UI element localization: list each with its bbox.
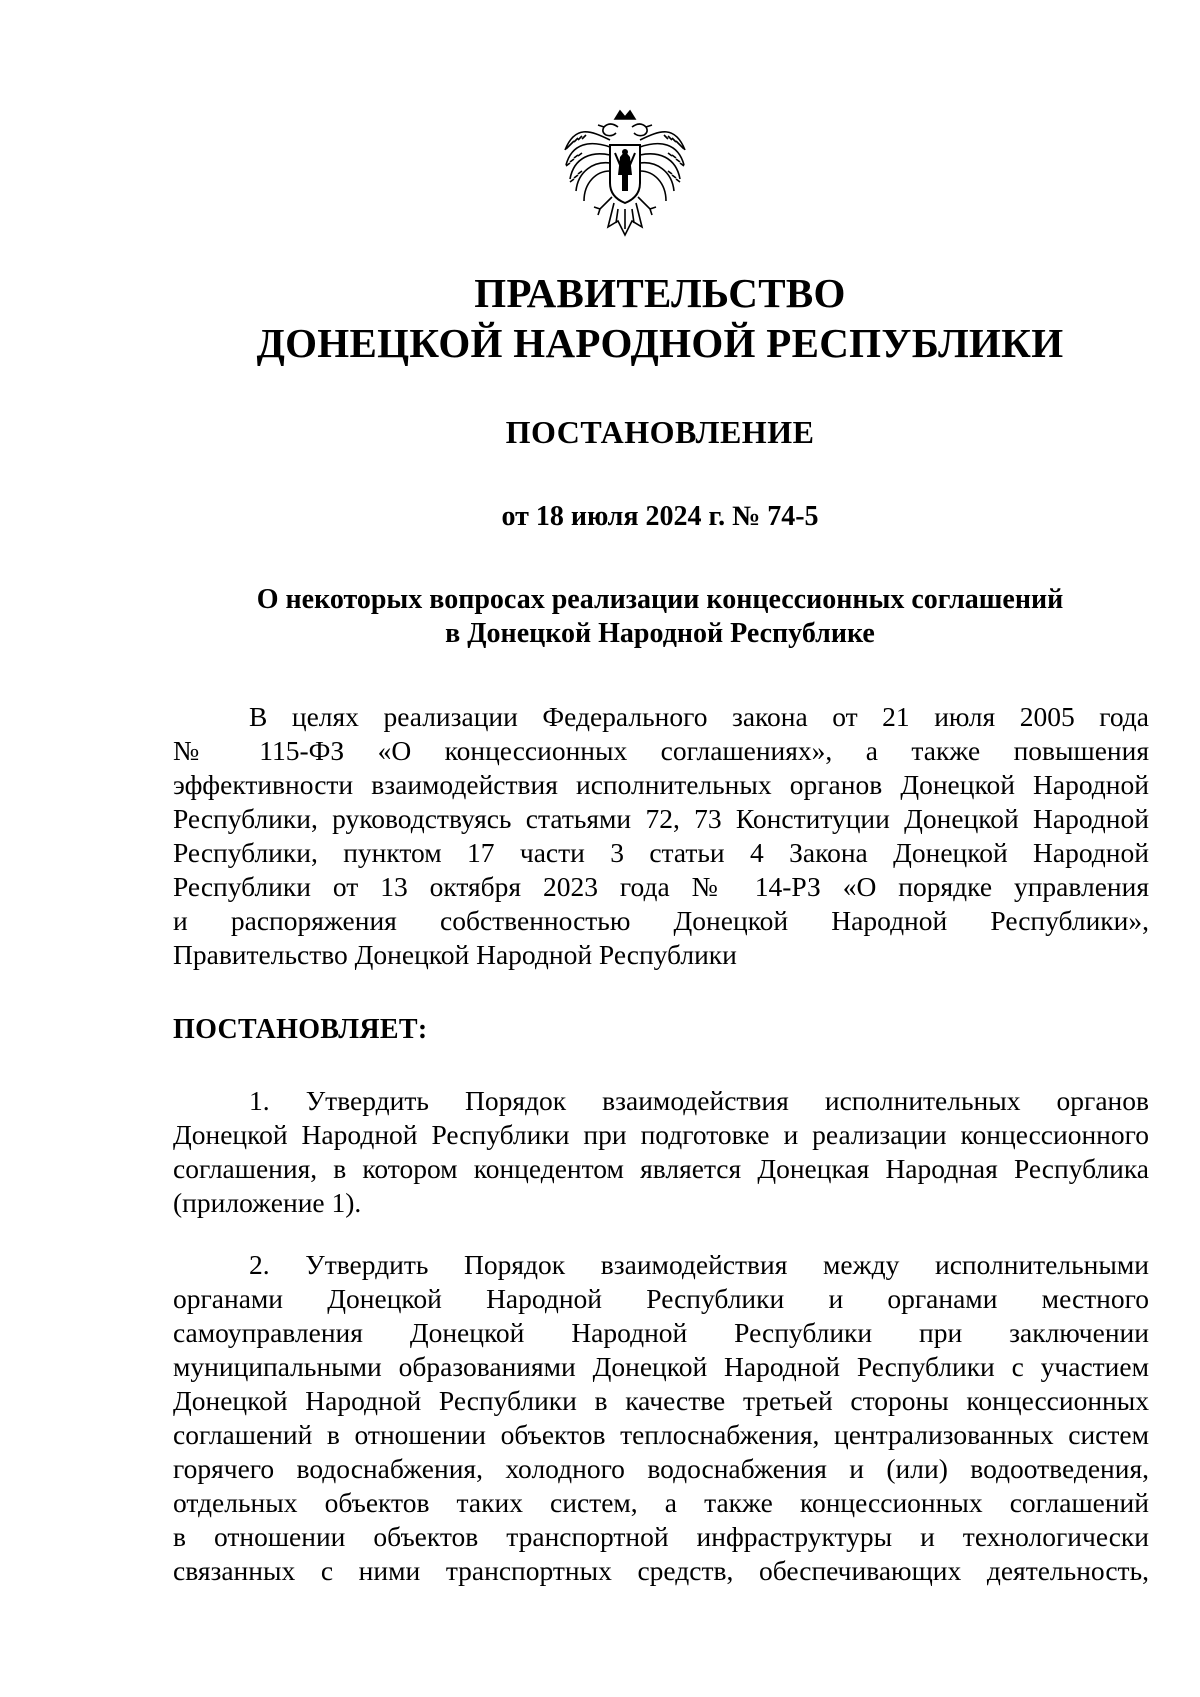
paragraph-line: горячего водоснабжения, холодного водоснабжения и (или) водоотведения, — [173, 1453, 1149, 1484]
decree-heading: ПОСТАНОВЛЯЕТ: — [173, 1014, 428, 1045]
paragraph-line: органами Донецкой Народной Республики и органами местного — [173, 1283, 1149, 1314]
paragraph-line: Донецкой Народной Республики при подготовке и реализации концессионного — [173, 1119, 1149, 1150]
preamble-paragraph — [173, 700, 1149, 972]
paragraph-line: В целях реализации Федерального закона от 21 июля 2005 года — [249, 701, 1149, 732]
paragraph-line: и распоряжения собственностью Донецкой Народной Республики», — [173, 905, 1149, 936]
paragraph-line: Донецкой Народной Республики в качестве третьей стороны концессионных — [173, 1385, 1149, 1416]
org-name-line2: ДОНЕЦКОЙ НАРОДНОЙ РЕСПУБЛИКИ — [256, 320, 1064, 366]
paragraph-line: отдельных объектов таких систем, а также концессионных соглашений — [173, 1487, 1149, 1518]
decree-item-2 — [173, 1248, 1149, 1588]
paragraph-line: муниципальными образованиями Донецкой Народной Республики с участием — [173, 1351, 1149, 1382]
document-title-line: в Донецкой Народной Республике — [445, 618, 875, 649]
document-type: ПОСТАНОВЛЕНИЕ — [505, 414, 815, 450]
paragraph-line: самоуправления Донецкой Народной Республики при заключении — [173, 1317, 1149, 1348]
paragraph-line: (приложение 1). — [173, 1187, 362, 1218]
paragraph-line: 1. Утвердить Порядок взаимодействия исполнительных органов — [249, 1085, 1149, 1116]
paragraph-line: соглашения, в котором концедентом является Донецкая Народная Республика — [173, 1153, 1149, 1184]
paragraph-line: эффективности взаимодействия исполнительных органов Донецкой Народной — [173, 769, 1149, 800]
paragraph-line: Республики от 13 октября 2023 года № 14-РЗ «О порядке управления — [173, 871, 1149, 902]
paragraph-line: связанных с ними транспортных средств, обеспечивающих деятельность, — [173, 1555, 1149, 1586]
document-title — [170, 583, 1150, 651]
paragraph-line: Республики, пунктом 17 части 3 статьи 4 Закона Донецкой Народной — [173, 837, 1149, 868]
paragraph-line: Правительство Донецкой Народной Республики — [173, 939, 737, 970]
org-name-line1: ПРАВИТЕЛЬСТВО — [474, 270, 846, 316]
paragraph-line: 2. Утвердить Порядок взаимодействия между исполнительными — [249, 1249, 1149, 1280]
document-date-number: от 18 июля 2024 г. № 74-5 — [501, 501, 819, 532]
decree-item-1 — [173, 1084, 1149, 1220]
paragraph-line: Республики, руководствуясь статьями 72, 73 Конституции Донецкой Народной — [173, 803, 1149, 834]
coat-of-arms-icon — [560, 105, 690, 255]
paragraph-line: соглашений в отношении объектов теплоснабжения, централизованных систем — [173, 1419, 1149, 1450]
document-title-line: О некоторых вопросах реализации концессионных соглашений — [256, 584, 1064, 615]
paragraph-line: № 115-ФЗ «О концессионных соглашениях», а также повышения — [173, 735, 1149, 766]
paragraph-line: в отношении объектов транспортной инфраструктуры и технологически — [173, 1521, 1149, 1552]
